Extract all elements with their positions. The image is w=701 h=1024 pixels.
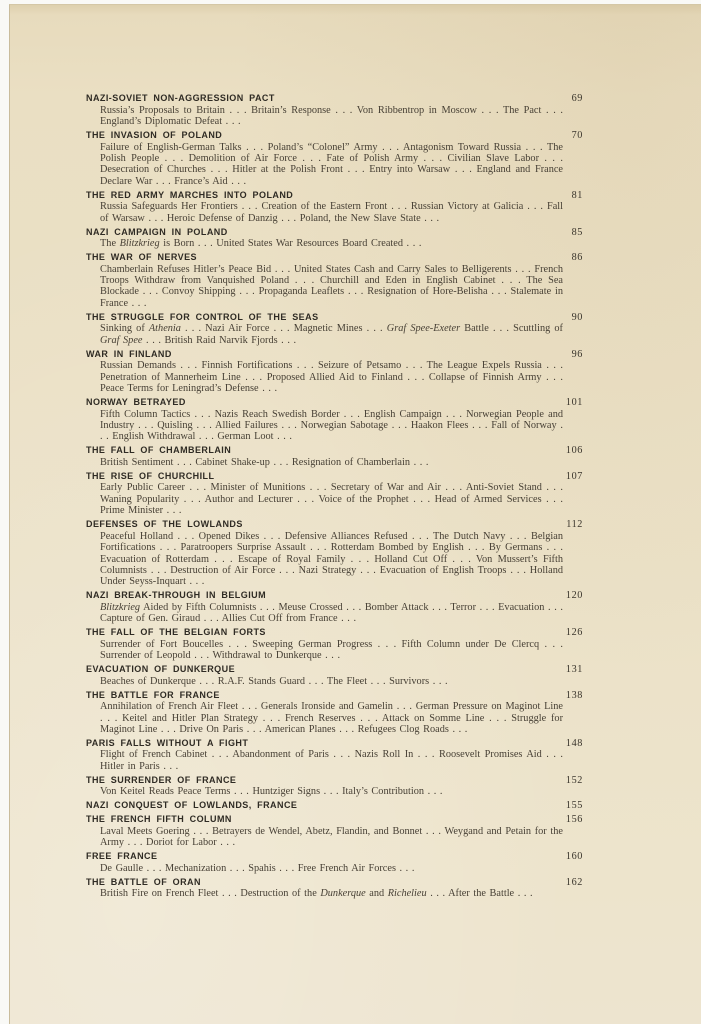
book-page [9, 4, 701, 1024]
toc-entry [86, 800, 583, 812]
toc-entry-title: THE BATTLE OF ORAN [86, 876, 201, 887]
toc-entry [86, 397, 583, 443]
toc-entry [86, 627, 583, 661]
toc-entry [86, 775, 583, 798]
toc-entry-title: EVACUATION OF DUNKERQUE [86, 664, 236, 675]
toc-entry-description [100, 264, 563, 310]
description-text: Battle . . . Scuttling of [460, 323, 563, 335]
description-text: . . . Nazi Air Force . . . Magnetic Mines . . . [180, 323, 387, 335]
toc-entry-header [86, 851, 583, 863]
toc-entry-page-number: 69 [571, 93, 583, 104]
toc-entry [86, 690, 583, 736]
description-text: . . . British Raid Narvik Fjords . . . [142, 334, 297, 346]
description-text: Annihilation of French Air Fleet . . . Generals Ironside and Gamelin . . . German Pressure on Maginot Line . . . Keitel and Hitler Plan Strategy . . . French Reserves . . . Attack on Somme Line . . . Struggle for Maginot Line . . . Drive On Paris . . . American Planes . . . Refugees Clog Roads . . . [100, 701, 563, 735]
toc-entry-page-number: 101 [565, 396, 583, 408]
toc-entry-page-number: 85 [571, 226, 583, 238]
toc-entry-title: THE RISE OF CHURCHILL [86, 470, 215, 481]
toc-entry-page-number: 162 [565, 876, 583, 888]
toc-entry-page-number: 86 [571, 252, 583, 264]
toc-entry-header [86, 349, 583, 361]
description-text: Chamberlain Refuses Hitler’s Peace Bid . . . United States Cash and Carry Sales to Belligerents . . . French Troops Withdraw from Vanquished Poland . . . Churchill and Eden in English Cabinet . . . The Sea Blockade . . . Convoy Shipping . . . Propaganda Leaflets . . . Resignation of Hore-Belisha . . . Stalemate in France . . . [100, 263, 563, 309]
toc-entry-page-number: 148 [565, 737, 583, 749]
toc-entry [86, 130, 583, 187]
toc-entry-description [100, 826, 563, 849]
toc-entry-page-number: 138 [565, 689, 583, 701]
description-text: De Gaulle . . . Mechanization . . . Spahis . . . Free French Air Forces . . . [100, 862, 415, 874]
toc-entry [86, 519, 583, 588]
description-text: Surrender of Fort Boucelles . . . Sweeping German Progress . . . Fifth Column under De Clercq . . . Surrender of Leopold . . . Withdrawal to Dunkerque . . . [100, 638, 563, 662]
toc-entry-header [86, 775, 583, 787]
toc-entry-description [100, 142, 563, 188]
toc-entry [86, 312, 583, 346]
toc-entry-title: THE FALL OF CHAMBERLAIN [86, 445, 232, 456]
toc-entry-header [86, 190, 583, 202]
description-text: Laval Meets Goering . . . Betrayers de Wendel, Abetz, Flandin, and Bonnet . . . Weygand and Petain for the Army . . . Doriot for Labor . . . [100, 825, 563, 849]
toc-entry-header [86, 738, 583, 750]
toc-entry-header [86, 627, 583, 639]
toc-entry [86, 93, 583, 127]
toc-entry-header [86, 664, 583, 676]
toc-entry-header [86, 690, 583, 702]
toc-entry-description [100, 409, 563, 443]
toc-entry-page-number: 107 [565, 470, 583, 482]
toc-entry [86, 590, 583, 624]
description-text: The [100, 238, 120, 250]
toc-entry-header [86, 130, 583, 142]
toc-entry [86, 664, 583, 687]
toc-entry-page-number: 156 [565, 814, 583, 826]
toc-entry-title: THE WAR OF NERVES [86, 252, 197, 263]
toc-entry-header [86, 814, 583, 826]
toc-entry-title: WAR IN FINLAND [86, 348, 172, 359]
toc-entry-description [100, 531, 563, 588]
toc-entry [86, 190, 583, 224]
description-text: Peaceful Holland . . . Opened Dikes . . . Defensive Alliances Refused . . . The Dutch Navy . . . Belgian Fortifications . . . Paratroopers Surprise Assault . . . Rotterdam Bombed by English . . . By Germans . . . Evacuation of Rotterdam . . . Escape of Royal Family . . . Holland Cut Off . . . Von Mussert’s Fifth Columnists . . . Destruction of Air Force . . . Nazi Strategy . . . Evacuation of English Troops . . . Holland Under Seyss-Inquart . . . [100, 530, 563, 588]
toc-entry-title: NAZI BREAK-THROUGH IN BELGIUM [86, 590, 267, 601]
toc-entry-page-number: 126 [565, 627, 583, 639]
toc-entry-description [100, 863, 563, 874]
toc-entry-page-number: 90 [571, 311, 583, 323]
toc-entry-description [100, 201, 563, 224]
toc-entry-title: NAZI CAMPAIGN IN POLAND [86, 226, 228, 237]
toc-entry-header [86, 471, 583, 483]
toc-entry [86, 738, 583, 772]
description-text: Beaches of Dunkerque . . . R.A.F. Stands Guard . . . The Fleet . . . Survivors . . . [100, 675, 448, 687]
toc-entry-description [100, 701, 563, 735]
toc-entry-description [100, 238, 563, 249]
italic-term: Graf Spee [100, 334, 143, 346]
toc-entry-header [86, 93, 583, 105]
toc-entry [86, 471, 583, 517]
toc-entry-description [100, 786, 563, 797]
toc-entry-page-number: 160 [565, 851, 583, 863]
toc-entry-page-number: 96 [571, 348, 583, 360]
description-text: is Born . . . United States War Resources Board Created . . . [159, 238, 422, 250]
description-text: Flight of French Cabinet . . . Abandonment of Paris . . . Nazis Roll In . . . Roosevelt Promises Aid . . . Hitler in Paris . . . [100, 749, 563, 772]
toc-entry-title: NAZI-SOVIET NON-AGGRESSION PACT [86, 93, 275, 103]
toc-entry-page-number: 120 [565, 590, 583, 602]
toc-entry [86, 814, 583, 848]
toc-entry-title: THE RED ARMY MARCHES INTO POLAND [86, 189, 294, 200]
description-text: and [365, 888, 388, 900]
toc-entry-description [100, 602, 563, 625]
toc-entry-title: NORWAY BETRAYED [86, 396, 186, 407]
italic-term: Blitzkrieg [119, 238, 160, 250]
italic-term: Richelieu [387, 888, 427, 900]
toc-entry-header [86, 445, 583, 457]
toc-entry-header [86, 877, 583, 889]
toc-entry-description [100, 360, 563, 394]
description-text: Failure of English-German Talks . . . Poland’s “Colonel” Army . . . Antagonism Toward Russia . . . The Polish People . . . Demolition of Air Force . . . Fate of Polish Army . . . Civilian Slave Labor . . . Desecration of Churches . . . Hitler at the Polish Front . . . Entry into Warsaw . . . England and France Declare War . . . France’s Aid . . . [100, 141, 563, 187]
toc-entry-description [100, 639, 563, 662]
toc-entry [86, 252, 583, 309]
toc-entry-header [86, 519, 583, 531]
toc-entry-header [86, 227, 583, 239]
toc-entry-description [100, 457, 563, 468]
description-text: Russia’s Proposals to Britain . . . Britain’s Response . . . Von Ribbentrop in Moscow . . . The Pact . . . England’s Diplomatic Defeat . . . [100, 104, 563, 127]
toc-entry-header [86, 800, 583, 812]
description-text: Russian Demands . . . Finnish Fortifications . . . Seizure of Petsamo . . . The League Expels Russia . . . Penetration of Mannerheim Line . . . Proposed Allied Aid to Finland . . . Collapse of Finnish Army . . . Peace Terms for Leningrad’s Defense . . . [100, 360, 563, 395]
description-text: British Sentiment . . . Cabinet Shake-up . . . Resignation of Chamberlain . . . [100, 456, 429, 468]
description-text: Russia Safeguards Her Frontiers . . . Creation of the Eastern Front . . . Russian Victory at Galicia . . . Fall of Warsaw . . . Heroic Defense of Danzig . . . Poland, the New Slave State . . . [100, 201, 563, 224]
toc-entry [86, 349, 583, 395]
italic-term: Graf Spee-Exeter [386, 323, 461, 335]
toc-entry-header [86, 397, 583, 409]
italic-term: Dunkerque [320, 888, 366, 900]
italic-term: Blitzkrieg [100, 601, 141, 613]
toc-entry [86, 851, 583, 874]
toc-entry-title: THE FALL OF THE BELGIAN FORTS [86, 627, 266, 638]
toc-entry-title: PARIS FALLS WITHOUT A FIGHT [86, 737, 249, 748]
toc-entry-page-number: 131 [565, 664, 583, 676]
toc-entry-header [86, 252, 583, 264]
toc-entry-description [100, 749, 563, 772]
toc-entry [86, 445, 583, 468]
description-text: British Fire on French Fleet . . . Destruction of the [100, 888, 321, 900]
toc-entry-page-number: 155 [565, 800, 583, 812]
toc-entry-description [100, 888, 563, 899]
toc-entry-header [86, 590, 583, 602]
toc-entry-page-number: 152 [565, 774, 583, 786]
toc-entry-title: FREE FRANCE [86, 851, 158, 862]
description-text: Early Public Career . . . Minister of Munitions . . . Secretary of War and Air . . . Anti-Soviet Stand . . . Waning Popularity . . . Author and Lecturer . . . Voice of the Prophet . . . Head of Armed Services . . . Prime Minister . . . [100, 482, 563, 517]
toc-entry-title: THE SURRENDER OF FRANCE [86, 774, 237, 785]
description-text: . . . After the Battle . . . [426, 888, 533, 900]
toc-entry-description [100, 676, 563, 687]
toc-entry-title: THE INVASION OF POLAND [86, 129, 223, 140]
description-text: Sinking of [100, 323, 149, 335]
toc-entry-page-number: 81 [571, 189, 583, 201]
toc-entry-title: THE FRENCH FIFTH COLUMN [86, 814, 232, 825]
toc-entry-description [100, 323, 563, 346]
toc-entry [86, 877, 583, 900]
toc-entry [86, 227, 583, 250]
toc-entry-description [100, 105, 563, 128]
toc-entry-page-number: 70 [571, 129, 583, 141]
description-text: Von Keitel Reads Peace Terms . . . Huntziger Signs . . . Italy’s Contribution . . . [100, 786, 443, 798]
description-text: Aided by Fifth Columnists . . . Meuse Crossed . . . Bomber Attack . . . Terror . . . Evacuation . . . Capture of Gen. Giraud . . . Allies Cut Off from France . . . [100, 601, 563, 625]
toc-entry-title: THE BATTLE FOR FRANCE [86, 689, 220, 700]
toc-entry-title: DEFENSES OF THE LOWLANDS [86, 519, 243, 530]
table-of-contents [86, 93, 583, 900]
toc-entry-title: NAZI CONQUEST OF LOWLANDS, FRANCE [86, 800, 298, 811]
toc-entry-page-number: 106 [565, 445, 583, 457]
toc-entry-description [100, 482, 563, 516]
italic-term: Athenia [148, 323, 181, 335]
description-text: Fifth Column Tactics . . . Nazis Reach Swedish Border . . . English Campaign . . . Norwegian People and Industry . . . Quisling . . . Allied Failures . . . Norwegian Sabotage . . . Haakon Flees . . . Fall of Norway . . . English Withdrawal . . . German Loot . . . [100, 408, 563, 443]
toc-entry-title: THE STRUGGLE FOR CONTROL OF THE SEAS [86, 311, 319, 322]
toc-entry-header [86, 312, 583, 324]
toc-entry-page-number: 112 [566, 519, 583, 531]
